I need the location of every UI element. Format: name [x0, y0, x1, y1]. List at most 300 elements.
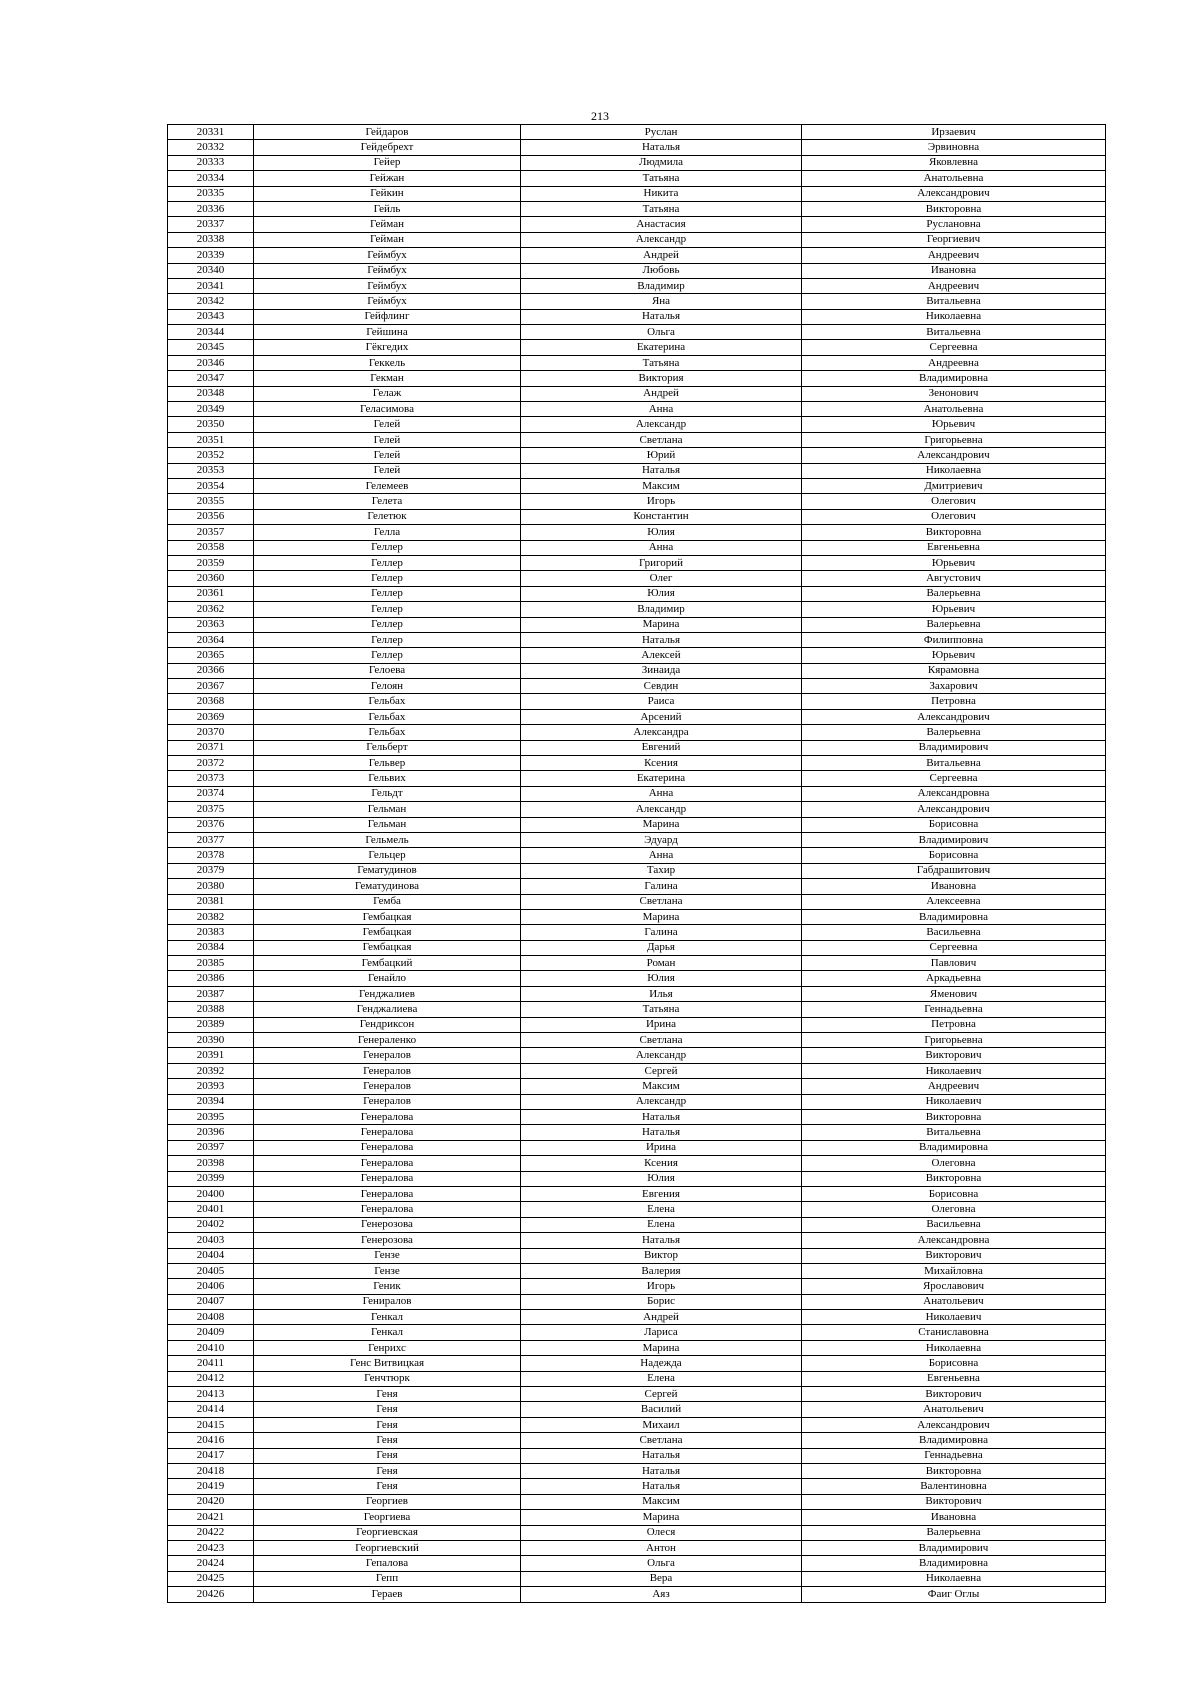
record-number-cell: 20337	[168, 217, 254, 232]
surname-cell: Гельвих	[254, 771, 521, 786]
table-row	[168, 1110, 1106, 1125]
table-row	[168, 1479, 1106, 1494]
patronymic-cell: Андреевич	[802, 1079, 1106, 1094]
patronymic-cell: Аркадьевна	[802, 971, 1106, 986]
first-name-cell: Раиса	[521, 694, 802, 709]
patronymic-cell: Петровна	[802, 1017, 1106, 1032]
table-row	[168, 432, 1106, 447]
table-row	[168, 1494, 1106, 1509]
table-row	[168, 1525, 1106, 1540]
record-number-cell: 20334	[168, 171, 254, 186]
record-number-cell: 20397	[168, 1140, 254, 1155]
record-number-cell: 20360	[168, 571, 254, 586]
first-name-cell: Александр	[521, 802, 802, 817]
table-row	[168, 371, 1106, 386]
patronymic-cell: Кярамовна	[802, 663, 1106, 678]
table-row	[168, 155, 1106, 170]
surname-cell: Гейман	[254, 217, 521, 232]
patronymic-cell: Евгеньевна	[802, 1371, 1106, 1386]
table-row	[168, 725, 1106, 740]
surname-cell: Гембацкая	[254, 925, 521, 940]
table-row	[168, 402, 1106, 417]
patronymic-cell: Августович	[802, 571, 1106, 586]
table-row	[168, 217, 1106, 232]
patronymic-cell: Александрович	[802, 186, 1106, 201]
first-name-cell: Арсений	[521, 709, 802, 724]
first-name-cell: Евгения	[521, 1186, 802, 1201]
patronymic-cell: Евгеньевна	[802, 540, 1106, 555]
surname-cell: Генералова	[254, 1171, 521, 1186]
surname-cell: Геня	[254, 1433, 521, 1448]
surname-cell: Генайло	[254, 971, 521, 986]
record-number-cell: 20333	[168, 155, 254, 170]
record-number-cell: 20346	[168, 355, 254, 370]
table-row	[168, 909, 1106, 924]
table-row	[168, 1556, 1106, 1571]
first-name-cell: Дарья	[521, 940, 802, 955]
patronymic-cell: Николаевна	[802, 1340, 1106, 1355]
table-row	[168, 1002, 1106, 1017]
surname-cell: Геллер	[254, 602, 521, 617]
record-number-cell: 20424	[168, 1556, 254, 1571]
record-number-cell: 20403	[168, 1233, 254, 1248]
surname-cell: Гейдебрехт	[254, 140, 521, 155]
patronymic-cell: Александрович	[802, 1417, 1106, 1432]
first-name-cell: Олеся	[521, 1525, 802, 1540]
table-row	[168, 863, 1106, 878]
record-number-cell: 20379	[168, 863, 254, 878]
patronymic-cell: Витальевна	[802, 294, 1106, 309]
surname-cell: Геймбух	[254, 278, 521, 293]
patronymic-cell: Васильевна	[802, 1217, 1106, 1232]
patronymic-cell: Филипповна	[802, 632, 1106, 647]
surname-cell: Гельман	[254, 817, 521, 832]
record-number-cell: 20368	[168, 694, 254, 709]
surname-cell: Гекман	[254, 371, 521, 386]
first-name-cell: Ольга	[521, 1556, 802, 1571]
record-number-cell: 20409	[168, 1325, 254, 1340]
record-number-cell: 20412	[168, 1371, 254, 1386]
record-number-cell: 20335	[168, 186, 254, 201]
patronymic-cell: Викторович	[802, 1248, 1106, 1263]
register-body	[168, 125, 1106, 1603]
first-name-cell: Юрий	[521, 448, 802, 463]
patronymic-cell: Валерьевна	[802, 617, 1106, 632]
record-number-cell: 20389	[168, 1017, 254, 1032]
record-number-cell: 20393	[168, 1079, 254, 1094]
first-name-cell: Борис	[521, 1294, 802, 1309]
record-number-cell: 20422	[168, 1525, 254, 1540]
first-name-cell: Руслан	[521, 125, 802, 140]
table-row	[168, 571, 1106, 586]
first-name-cell: Никита	[521, 186, 802, 201]
record-number-cell: 20419	[168, 1479, 254, 1494]
record-number-cell: 20376	[168, 817, 254, 832]
first-name-cell: Игорь	[521, 1279, 802, 1294]
first-name-cell: Владимир	[521, 602, 802, 617]
table-row	[168, 525, 1106, 540]
table-row	[168, 1356, 1106, 1371]
record-number-cell: 20414	[168, 1402, 254, 1417]
first-name-cell: Наталья	[521, 1448, 802, 1463]
patronymic-cell: Габдрашитович	[802, 863, 1106, 878]
first-name-cell: Наталья	[521, 1233, 802, 1248]
record-number-cell: 20350	[168, 417, 254, 432]
first-name-cell: Ольга	[521, 325, 802, 340]
first-name-cell: Ксения	[521, 1156, 802, 1171]
patronymic-cell: Владимировна	[802, 1556, 1106, 1571]
patronymic-cell: Анатольевна	[802, 171, 1106, 186]
table-row	[168, 386, 1106, 401]
surname-cell: Гельбах	[254, 725, 521, 740]
table-row	[168, 602, 1106, 617]
surname-cell: Гембацкая	[254, 940, 521, 955]
first-name-cell: Максим	[521, 1079, 802, 1094]
table-row	[168, 632, 1106, 647]
record-number-cell: 20404	[168, 1248, 254, 1263]
patronymic-cell: Викторович	[802, 1048, 1106, 1063]
surname-cell: Гениралов	[254, 1294, 521, 1309]
patronymic-cell: Викторовна	[802, 1463, 1106, 1478]
patronymic-cell: Григорьевна	[802, 432, 1106, 447]
table-row	[168, 125, 1106, 140]
first-name-cell: Александр	[521, 1048, 802, 1063]
first-name-cell: Максим	[521, 478, 802, 493]
table-row	[168, 1217, 1106, 1232]
record-number-cell: 20413	[168, 1387, 254, 1402]
patronymic-cell: Анатольевич	[802, 1402, 1106, 1417]
patronymic-cell: Валерьевна	[802, 725, 1106, 740]
patronymic-cell: Викторовна	[802, 201, 1106, 216]
first-name-cell: Михаил	[521, 1417, 802, 1432]
first-name-cell: Марина	[521, 617, 802, 632]
first-name-cell: Светлана	[521, 432, 802, 447]
record-number-cell: 20371	[168, 740, 254, 755]
first-name-cell: Ирина	[521, 1017, 802, 1032]
first-name-cell: Анна	[521, 848, 802, 863]
first-name-cell: Татьяна	[521, 171, 802, 186]
record-number-cell: 20399	[168, 1171, 254, 1186]
record-number-cell: 20420	[168, 1494, 254, 1509]
surname-cell: Генрихс	[254, 1340, 521, 1355]
surname-cell: Гелей	[254, 448, 521, 463]
first-name-cell: Антон	[521, 1540, 802, 1555]
patronymic-cell: Геннадьевна	[802, 1448, 1106, 1463]
table-row	[168, 278, 1106, 293]
record-number-cell: 20362	[168, 602, 254, 617]
patronymic-cell: Владимировна	[802, 1140, 1106, 1155]
table-row	[168, 648, 1106, 663]
patronymic-cell: Олегович	[802, 509, 1106, 524]
first-name-cell: Марина	[521, 909, 802, 924]
surname-cell: Гембацкий	[254, 956, 521, 971]
patronymic-cell: Николаевна	[802, 309, 1106, 324]
table-row	[168, 325, 1106, 340]
surname-cell: Гелоева	[254, 663, 521, 678]
record-number-cell: 20396	[168, 1125, 254, 1140]
table-row	[168, 555, 1106, 570]
table-row	[168, 1063, 1106, 1078]
record-number-cell: 20408	[168, 1310, 254, 1325]
first-name-cell: Алексей	[521, 648, 802, 663]
surname-cell: Гелаж	[254, 386, 521, 401]
table-row	[168, 1248, 1106, 1263]
surname-cell: Геня	[254, 1387, 521, 1402]
table-row	[168, 1171, 1106, 1186]
first-name-cell: Татьяна	[521, 355, 802, 370]
patronymic-cell: Александрович	[802, 709, 1106, 724]
record-number-cell: 20340	[168, 263, 254, 278]
table-row	[168, 817, 1106, 832]
surname-cell: Генералова	[254, 1186, 521, 1201]
table-row	[168, 740, 1106, 755]
surname-cell: Геймбух	[254, 294, 521, 309]
surname-cell: Георгиевская	[254, 1525, 521, 1540]
patronymic-cell: Юрьевич	[802, 417, 1106, 432]
record-number-cell: 20367	[168, 679, 254, 694]
first-name-cell: Наталья	[521, 1125, 802, 1140]
surname-cell: Георгиевский	[254, 1540, 521, 1555]
first-name-cell: Любовь	[521, 263, 802, 278]
surname-cell: Генкал	[254, 1310, 521, 1325]
surname-cell: Гематудинова	[254, 879, 521, 894]
record-number-cell: 20354	[168, 478, 254, 493]
patronymic-cell: Викторовна	[802, 1171, 1106, 1186]
surname-cell: Геня	[254, 1463, 521, 1478]
record-number-cell: 20421	[168, 1510, 254, 1525]
record-number-cell: 20349	[168, 402, 254, 417]
record-number-cell: 20426	[168, 1587, 254, 1602]
patronymic-cell: Юрьевич	[802, 648, 1106, 663]
surname-cell: Гельбах	[254, 694, 521, 709]
table-row	[168, 1587, 1106, 1602]
surname-cell: Гераев	[254, 1587, 521, 1602]
record-number-cell: 20358	[168, 540, 254, 555]
record-number-cell: 20373	[168, 771, 254, 786]
patronymic-cell: Борисовна	[802, 1186, 1106, 1201]
table-row	[168, 586, 1106, 601]
surname-cell: Гелей	[254, 463, 521, 478]
first-name-cell: Севдин	[521, 679, 802, 694]
surname-cell: Генджалиев	[254, 986, 521, 1001]
first-name-cell: Екатерина	[521, 340, 802, 355]
record-number-cell: 20338	[168, 232, 254, 247]
register-table	[167, 124, 1106, 1603]
first-name-cell: Анастасия	[521, 217, 802, 232]
patronymic-cell: Юрьевич	[802, 602, 1106, 617]
first-name-cell: Анна	[521, 786, 802, 801]
first-name-cell: Светлана	[521, 894, 802, 909]
table-row	[168, 1156, 1106, 1171]
table-row	[168, 971, 1106, 986]
record-number-cell: 20415	[168, 1417, 254, 1432]
patronymic-cell: Петровна	[802, 694, 1106, 709]
table-row	[168, 986, 1106, 1001]
first-name-cell: Елена	[521, 1202, 802, 1217]
patronymic-cell: Александрович	[802, 802, 1106, 817]
first-name-cell: Марина	[521, 1510, 802, 1525]
record-number-cell: 20390	[168, 1033, 254, 1048]
record-number-cell: 20380	[168, 879, 254, 894]
table-row	[168, 263, 1106, 278]
patronymic-cell: Валентиновна	[802, 1479, 1106, 1494]
table-row	[168, 1263, 1106, 1278]
record-number-cell: 20416	[168, 1433, 254, 1448]
record-number-cell: 20398	[168, 1156, 254, 1171]
surname-cell: Геллер	[254, 571, 521, 586]
first-name-cell: Наталья	[521, 463, 802, 478]
surname-cell: Гейкин	[254, 186, 521, 201]
surname-cell: Генералов	[254, 1094, 521, 1109]
first-name-cell: Светлана	[521, 1033, 802, 1048]
patronymic-cell: Сергеевна	[802, 940, 1106, 955]
patronymic-cell: Олеговна	[802, 1156, 1106, 1171]
patronymic-cell: Сергеевна	[802, 771, 1106, 786]
record-number-cell: 20348	[168, 386, 254, 401]
surname-cell: Гематудинов	[254, 863, 521, 878]
record-number-cell: 20336	[168, 201, 254, 216]
first-name-cell: Наталья	[521, 309, 802, 324]
surname-cell: Гельдт	[254, 786, 521, 801]
first-name-cell: Наталья	[521, 1110, 802, 1125]
patronymic-cell: Николаевич	[802, 1063, 1106, 1078]
surname-cell: Генералова	[254, 1140, 521, 1155]
table-row	[168, 232, 1106, 247]
table-row	[168, 1140, 1106, 1155]
record-number-cell: 20388	[168, 1002, 254, 1017]
table-row	[168, 709, 1106, 724]
record-number-cell: 20356	[168, 509, 254, 524]
surname-cell: Геня	[254, 1479, 521, 1494]
table-row	[168, 1094, 1106, 1109]
patronymic-cell: Руслановна	[802, 217, 1106, 232]
record-number-cell: 20359	[168, 555, 254, 570]
record-number-cell: 20382	[168, 909, 254, 924]
patronymic-cell: Борисовна	[802, 848, 1106, 863]
record-number-cell: 20400	[168, 1186, 254, 1201]
record-number-cell: 20387	[168, 986, 254, 1001]
table-row	[168, 1125, 1106, 1140]
patronymic-cell: Ярославович	[802, 1279, 1106, 1294]
table-row	[168, 201, 1106, 216]
patronymic-cell: Захарович	[802, 679, 1106, 694]
table-row	[168, 186, 1106, 201]
first-name-cell: Зинаида	[521, 663, 802, 678]
table-row	[168, 1448, 1106, 1463]
first-name-cell: Андрей	[521, 1310, 802, 1325]
table-row	[168, 1325, 1106, 1340]
patronymic-cell: Викторович	[802, 1387, 1106, 1402]
first-name-cell: Наталья	[521, 632, 802, 647]
record-number-cell: 20386	[168, 971, 254, 986]
surname-cell: Гельвер	[254, 756, 521, 771]
surname-cell: Генерозова	[254, 1217, 521, 1232]
surname-cell: Гельбах	[254, 709, 521, 724]
record-number-cell: 20352	[168, 448, 254, 463]
first-name-cell: Юлия	[521, 971, 802, 986]
table-row	[168, 1233, 1106, 1248]
first-name-cell: Елена	[521, 1371, 802, 1386]
surname-cell: Геник	[254, 1279, 521, 1294]
table-row	[168, 494, 1106, 509]
record-number-cell: 20425	[168, 1571, 254, 1586]
patronymic-cell: Витальевна	[802, 756, 1106, 771]
first-name-cell: Игорь	[521, 494, 802, 509]
first-name-cell: Марина	[521, 817, 802, 832]
first-name-cell: Наталья	[521, 1479, 802, 1494]
table-row	[168, 925, 1106, 940]
record-number-cell: 20391	[168, 1048, 254, 1063]
record-number-cell: 20401	[168, 1202, 254, 1217]
patronymic-cell: Зенонович	[802, 386, 1106, 401]
surname-cell: Гендриксон	[254, 1017, 521, 1032]
table-row	[168, 478, 1106, 493]
surname-cell: Гельмель	[254, 832, 521, 847]
table-row	[168, 694, 1106, 709]
table-row	[168, 509, 1106, 524]
patronymic-cell: Валерьевна	[802, 1525, 1106, 1540]
table-row	[168, 309, 1106, 324]
table-row	[168, 679, 1106, 694]
surname-cell: Гейфлинг	[254, 309, 521, 324]
surname-cell: Гембацкая	[254, 909, 521, 924]
table-row	[168, 171, 1106, 186]
surname-cell: Генчтюрк	[254, 1371, 521, 1386]
first-name-cell: Ксения	[521, 756, 802, 771]
table-row	[168, 802, 1106, 817]
surname-cell: Генерозова	[254, 1233, 521, 1248]
patronymic-cell: Николаевич	[802, 1094, 1106, 1109]
first-name-cell: Тахир	[521, 863, 802, 878]
patronymic-cell: Георгиевич	[802, 232, 1106, 247]
table-row	[168, 1402, 1106, 1417]
first-name-cell: Василий	[521, 1402, 802, 1417]
first-name-cell: Светлана	[521, 1433, 802, 1448]
table-row	[168, 1433, 1106, 1448]
first-name-cell: Екатерина	[521, 771, 802, 786]
table-row	[168, 1294, 1106, 1309]
surname-cell: Геймбух	[254, 263, 521, 278]
record-number-cell: 20344	[168, 325, 254, 340]
first-name-cell: Евгений	[521, 740, 802, 755]
surname-cell: Гелла	[254, 525, 521, 540]
patronymic-cell: Анатольевна	[802, 402, 1106, 417]
surname-cell: Геллер	[254, 617, 521, 632]
table-row	[168, 1371, 1106, 1386]
surname-cell: Гельберт	[254, 740, 521, 755]
surname-cell: Геллер	[254, 632, 521, 647]
record-number-cell: 20339	[168, 248, 254, 263]
table-row	[168, 1186, 1106, 1201]
table-row	[168, 786, 1106, 801]
patronymic-cell: Владимирович	[802, 1540, 1106, 1555]
surname-cell: Геллер	[254, 586, 521, 601]
table-row	[168, 879, 1106, 894]
first-name-cell: Сергей	[521, 1387, 802, 1402]
table-row	[168, 248, 1106, 263]
table-row	[168, 1279, 1106, 1294]
first-name-cell: Эдуард	[521, 832, 802, 847]
surname-cell: Генералов	[254, 1079, 521, 1094]
patronymic-cell: Дмитриевич	[802, 478, 1106, 493]
first-name-cell: Галина	[521, 879, 802, 894]
patronymic-cell: Михайловна	[802, 1263, 1106, 1278]
table-row	[168, 140, 1106, 155]
record-number-cell: 20385	[168, 956, 254, 971]
table-row	[168, 1048, 1106, 1063]
surname-cell: Гепалова	[254, 1556, 521, 1571]
table-row	[168, 617, 1106, 632]
